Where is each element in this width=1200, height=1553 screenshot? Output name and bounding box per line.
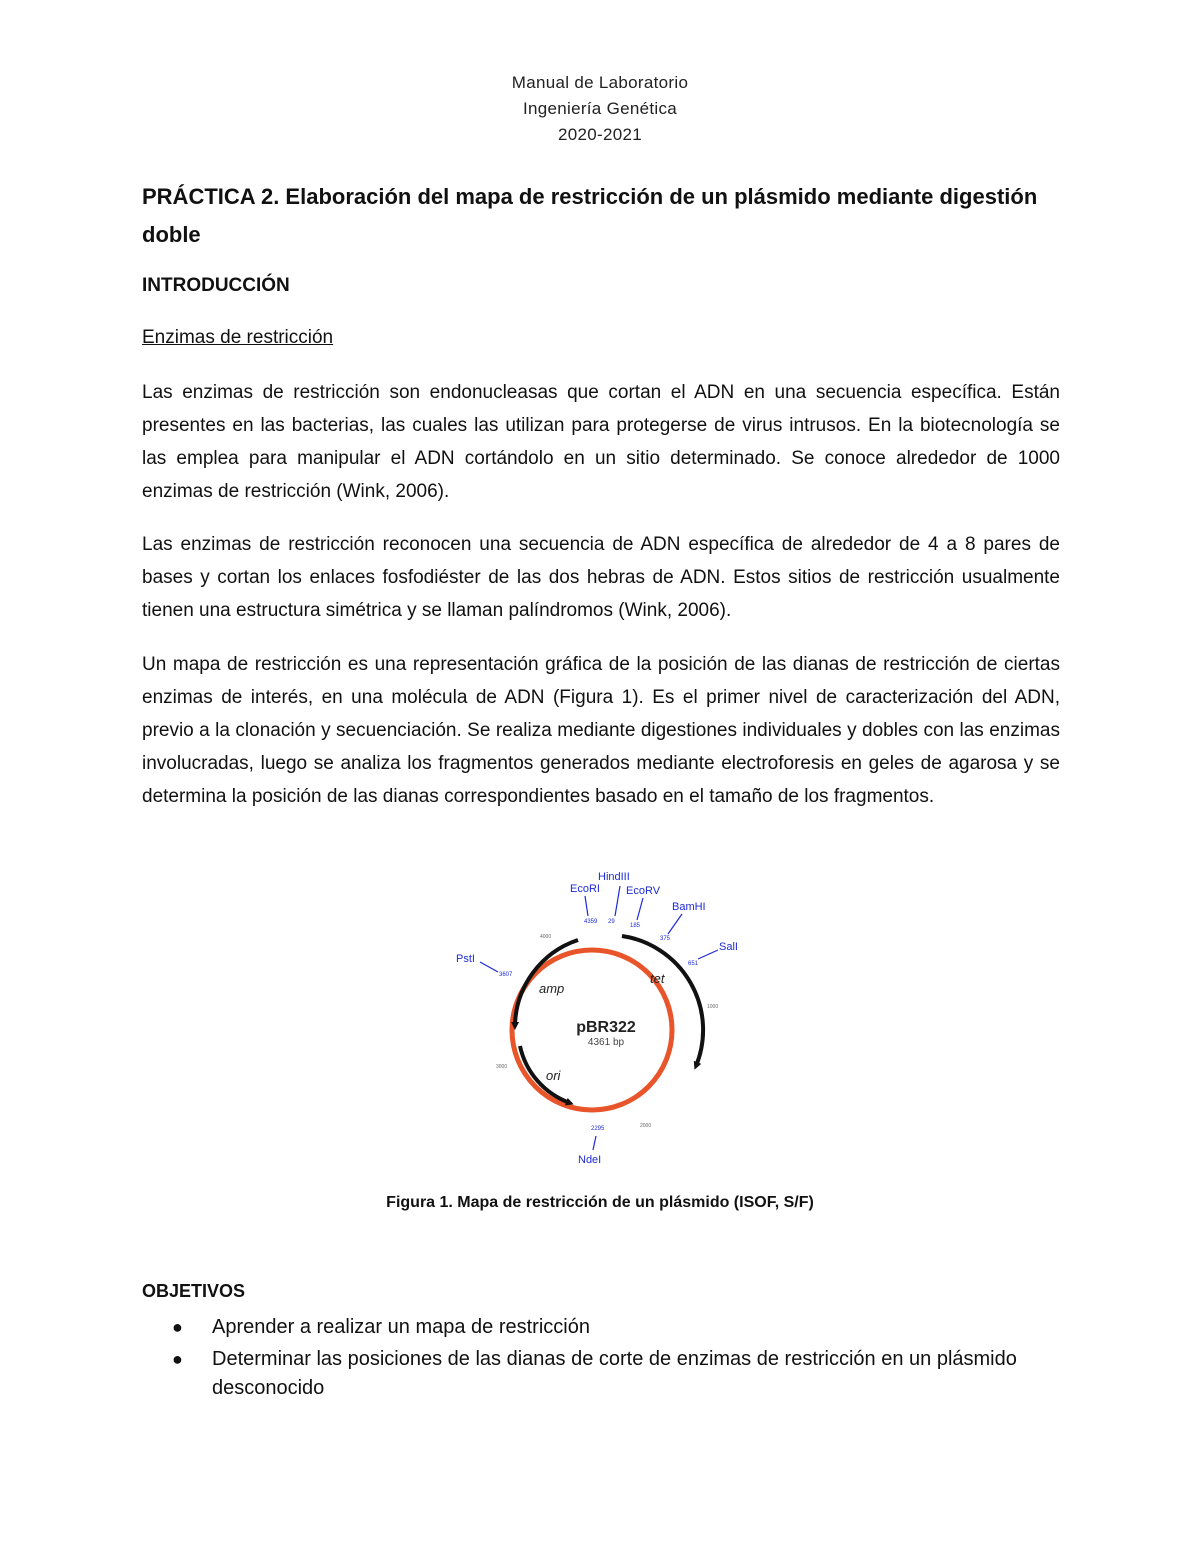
leader-psti — [480, 962, 498, 972]
scale-tick-3000: 3000 — [496, 1064, 508, 1070]
tet-gene-arrow — [622, 936, 703, 1066]
paragraph-3: Un mapa de restricción es una representación gráfica de la posición de las dianas de restricción de ciertas enzimas de interés, en una molécula de ADN (Figura 1). Es el primer nivel de caracterización del ADN, previo a la clonación y secuenciación. Se realiza mediante digestiones individuales y dobles con las enzimas involucradas, luego se analiza los fragmentos generados mediante electroforesis en geles de agarosa y se determina la posición de las dianas correspondientes basado en el tamaño de los fragmentos. — [142, 654, 1060, 807]
gene-ori-label: ori — [546, 1068, 561, 1083]
objective-text: Determinar las posiciones de las dianas de corte de enzimas de restricción en un plásmido desconocido — [212, 1348, 1017, 1399]
enzyme-sali: SalI — [719, 941, 738, 953]
site-pos-ecorv: 185 — [630, 923, 641, 929]
gene-tet-label: tet — [650, 971, 665, 986]
objectives-list — [172, 1313, 1032, 1406]
bullet-icon: ● — [172, 1349, 183, 1369]
enzyme-hindiii: HindIII — [598, 871, 630, 883]
section-introduction-heading: INTRODUCCIÓN — [142, 275, 290, 296]
objective-text: Aprender a realizar un mapa de restricción — [212, 1316, 590, 1338]
enzyme-bamhi: BamHI — [672, 901, 706, 913]
header-year: 2020-2021 — [558, 125, 642, 144]
list-item — [172, 1345, 1032, 1403]
enzyme-ecorv: EcoRV — [626, 885, 661, 897]
site-pos-ndei: 2295 — [591, 1126, 605, 1132]
leader-ndei — [593, 1136, 596, 1150]
bullet-icon: ● — [172, 1317, 183, 1337]
site-pos-bamhi: 375 — [660, 936, 671, 942]
site-pos-hindiii: 29 — [608, 919, 615, 925]
leader-ecorv — [637, 898, 643, 920]
header-manual: Manual de Laboratorio — [511, 73, 689, 92]
enzyme-ndei: NdeI — [578, 1154, 602, 1166]
plasmid-name: pBR322 — [576, 1019, 636, 1036]
site-pos-ecori: 4359 — [584, 919, 598, 925]
plasmid-map-figure — [440, 858, 760, 1178]
gene-amp-label: amp — [539, 981, 565, 996]
paragraph-2: Las enzimas de restricción reconocen una secuencia de ADN específica de alrededor de 4 a 8 pares de bases y cortan los enlaces fosfodiéster de las dos hebras de ADN. Estos sitios de restricción usualmente tienen una estructura simétrica y se llaman palíndromos (Wink, 2006). — [142, 534, 1060, 621]
scale-tick-1000: 1000 — [707, 1004, 719, 1010]
site-pos-sali: 651 — [688, 961, 699, 967]
page-header — [0, 70, 1200, 148]
header-course: Ingeniería Genética — [522, 99, 678, 118]
plasmid-size: 4361 bp — [587, 1037, 625, 1048]
enzyme-ecori: EcoRI — [570, 883, 600, 895]
scale-tick-2000: 2000 — [640, 1123, 652, 1129]
list-item — [172, 1313, 1032, 1342]
leader-sali — [698, 950, 718, 959]
site-pos-psti: 3607 — [499, 972, 513, 978]
enzyme-psti: PstI — [456, 953, 475, 965]
figure-caption: Figura 1. Mapa de restricción de un plásmido (ISOF, S/F) — [386, 1194, 814, 1211]
section-objectives-heading: OBJETIVOS — [142, 1281, 246, 1301]
paragraph-1: Las enzimas de restricción son endonucleasas que cortan el ADN en una secuencia específica. Están presentes en las bacterias, las cuales las utilizan para protegerse de virus intrusos. En la biotecnología se las emplea para manipular el ADN cortándolo en un sitio determinado. Se conoce alrededor de 1000 enzimas de restricción (Wink, 2006). — [142, 382, 1060, 502]
leader-hindiii — [615, 886, 620, 916]
subsection-heading: Enzimas de restricción — [142, 327, 334, 348]
practice-title: PRÁCTICA 2. Elaboración del mapa de restricción de un plásmido mediante digestión doble — [142, 184, 1038, 247]
scale-tick-4000: 4000 — [540, 934, 552, 940]
leader-ecori — [585, 896, 588, 916]
leader-bamhi — [668, 914, 682, 934]
